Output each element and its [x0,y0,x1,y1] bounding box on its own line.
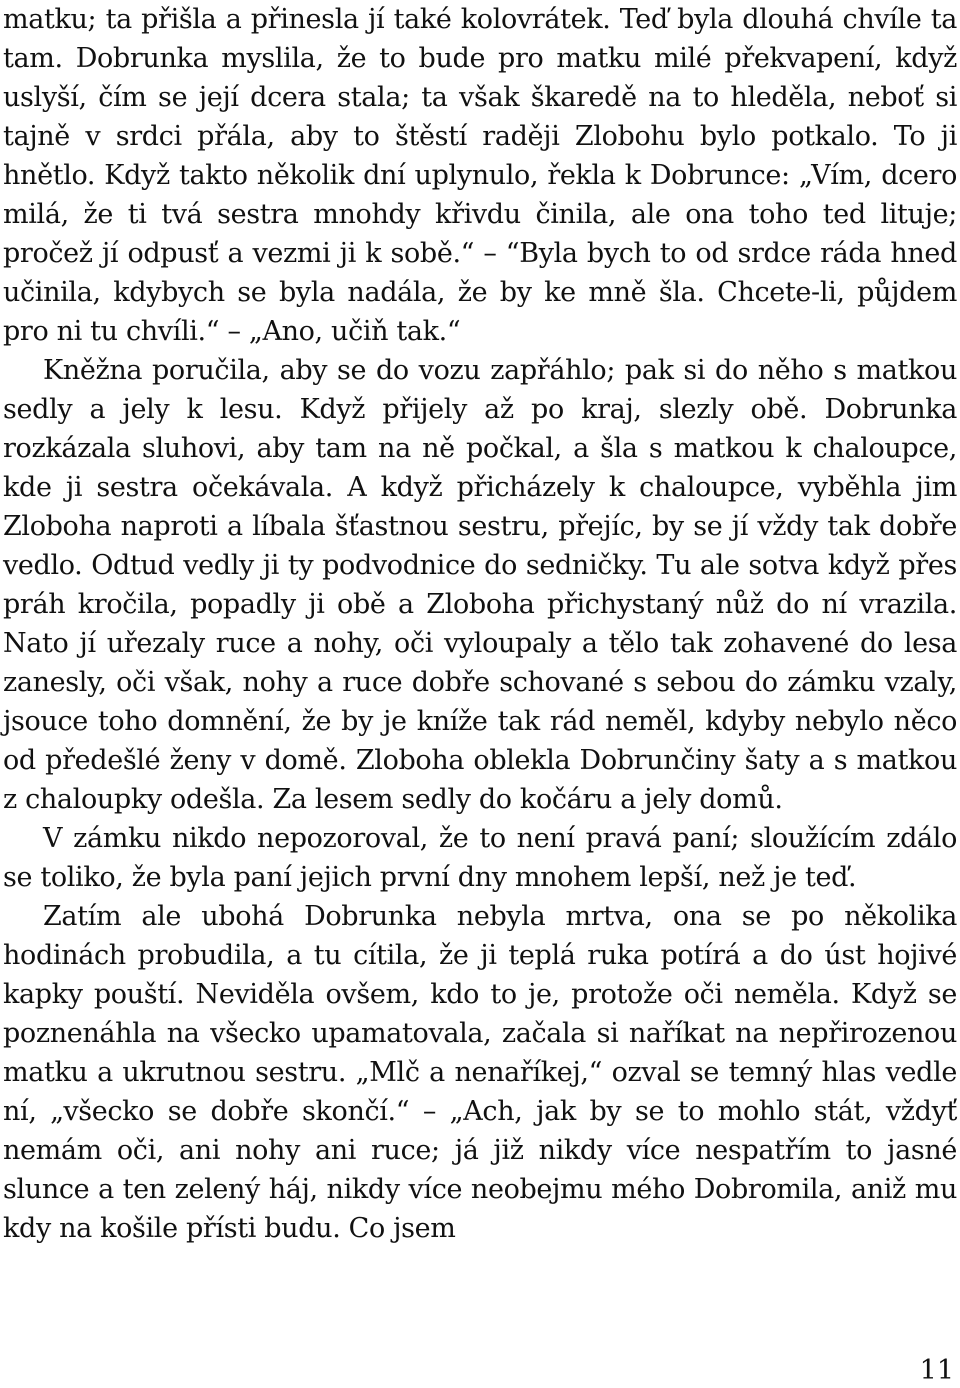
paragraph: Kněžna poručila, aby se do vozu zapřáhlo; pak si do něho s matkou sedly a jely k lesu. Když přijely až po kraj, slezly obě. Dobrunka rozkázala sluhovi, aby tam na ně počkal, a šla s matkou k chaloupce, kde ji sestra očekávala. A když přicházely k chaloupce, vyběhla jim Zloboha naproti a líbala šťastnou sestru, přejíc, by se jí vždy tak dobře vedlo. Odtud vedly ji ty podvodnice do sedničky. Tu ale sotva když přes práh kročila, popadly ji obě a Zloboha přichystaný nůž do ní vrazila. Nato jí uřezaly ruce a nohy, oči vyloupaly a tělo tak zohavené do lesa zanesly, oči však, nohy a ruce dobře schované s sebou do zámku vzaly, jsouce toho domnění, že by je kníže tak rád neměl, kdyby nebylo něco od předešlé ženy v domě. Zloboha oblekla Dobrunčiny šaty a s matkou z chaloupky odešla. Za lesem sedly do kočáru a jely domů. [3,355,957,815]
paragraph: Zatím ale ubohá Dobrunka nebyla mrtva, ona se po několika hodinách probudila, a tu cítila, že ji teplá ruka potírá a do úst hojivé kapky pouští. Neviděla ovšem, kdo to je, protože oči neměla. Když se poznenáhla na všecko upamatovala, začala si naříkat na nepřirozenou matku a ukrutnou sestru. „Mlč a nenaříkej,“ ozval se temný hlas vedle ní, „všecko se dobře skončí.“ – „Ach, jak by se to mohlo stát, vždyť nemám oči, ani nohy ani ruce; já již nikdy více nespatřím to jasné slunce a ten zelený háj, nikdy více neobejmu mého Dobromila, aniž mu kdy na košile přísti budu. Co jsem [3,901,957,1244]
page-number: 11 [919,1355,954,1386]
body-text [3,0,957,1248]
paragraph-continued: matku; ta přišla a přinesla jí také kolovrátek. Teď byla dlouhá chvíle ta tam. Dobrunka myslila, že to bude pro matku milé překvapení, když uslyší, čím se její dcera stala; ta však škaredě na to hleděla, neboť si tajně v srdci přála, aby to štěstí raději Zlobohu bylo potkalo. To ji hnětlo. Když takto několik dní uplynulo, řekla k Dobrunce: „Vím, dcero milá, že ti tvá sestra mnohdy křivdu činila, ale ona toho ted lituje; pročež jí odpusť a vezmi ji k sobě.“ – “Byla bych to od srdce ráda hned učinila, kdybych se byla nadála, že by ke mně šla. Chcete-li, půjdem pro ni tu chvíli.“ – „Ano, učiň tak.“ [3,4,957,347]
paragraph: V zámku nikdo nepozoroval, že to není pravá paní; sloužícím zdálo se toliko, že byla paní jejich první dny mnohem lepší, než je teď. [3,823,957,893]
